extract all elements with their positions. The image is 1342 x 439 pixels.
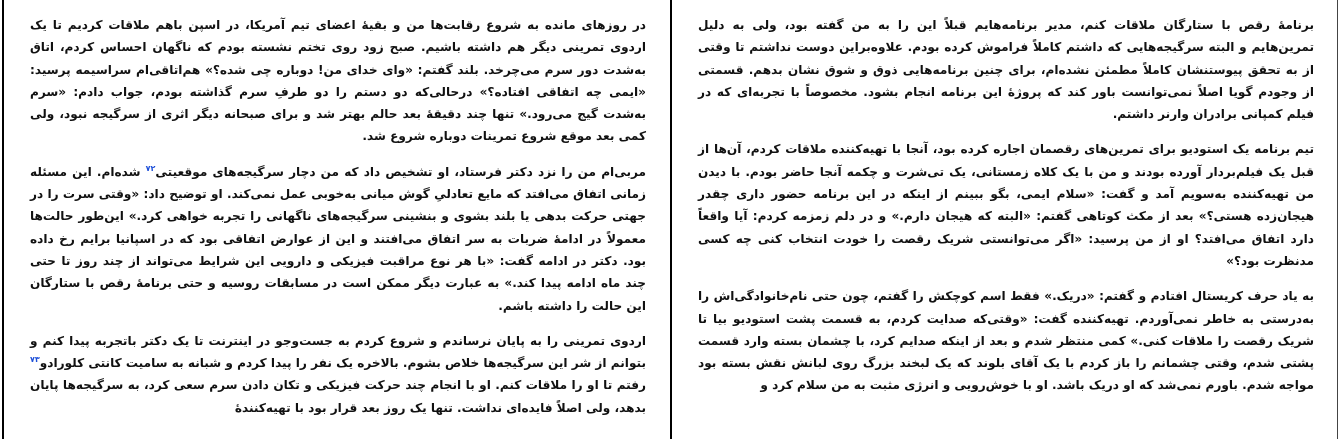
left-page [8, 0, 668, 439]
paragraph-text: مربی‌ام من را نزد دکتر فرستاد، او تشخیص داد که من دچار سرگیجه‌های موقعیتی [155, 164, 646, 179]
paragraph-text: رفتم تا او را ملاقات کنم. او با انجام چند حرکت فیزیکی و تکان دادن سرم سعی کرد، به سرگیجه‌ها پایان بدهد، ولی اصلاً فایده‌ای نداشت. تنها یک روز بعد قرار بود با تهیه‌کنندهٔ [30, 378, 646, 415]
page-divider-line [670, 0, 672, 439]
paragraph [30, 161, 646, 317]
right-page [676, 0, 1336, 439]
footnote-marker[interactable]: ۷۳ [30, 355, 40, 365]
paragraph: برنامهٔ رقص با ستارگان ملاقات کنم، مدیر برنامه‌هایم قبلاً این را به من گفته بود، ولی به دلیل تمرین‌هایم و البته سرگیجه‌هایی که داشتم کاملاً فراموش کرده بودم. علاوه‌براین دوست نداشتم تا وقتی از به تحقق پیوستنشان کاملاً مطمئن نشده‌ام، برای چنین برنامه‌هایی ذوق و شوق نشان بدهم. قسمتی از وجودم گویا اصلاً نمی‌توانست باور کند که پروژهٔ این برنامه انجام بشود. مخصوصاً با تجربه‌ای که در فیلم کمپانی برادران وارنر داشتم. [698, 18, 1314, 122]
paragraph-text: شده‌ام. این مسئله زمانی اتفاق می‌افتد که مایع تعادلیِ گوش میانی به‌خوبی عمل نمی‌کند. او توضیح داد: «وقتی سرت را در جهتی حرکت بدهی یا بلند بشوی و بنشینی سرگیجه‌های ناگهانی را تجربه خواهی کرد.» این‌طور حالت‌ها معمولاً در ادامهٔ ضربات به سر اتفاق می‌افتند و این از عوارض اتفاقی بود که در اسپانیا برایم رخ داده بود. دکتر در ادامه گفت: «با هر نوع مراقبت فیزیکی و دارویی این شرایط می‌تواند از چند روز تا حتی چند ماه ادامه پیدا کند.» به عبارت دیگر ممکن است در مسابقات روسیه و حتی برنامهٔ رقص با ستارگان این حالت را داشته باشم. [30, 164, 646, 313]
left-border-line [2, 0, 4, 439]
right-border-line [1337, 0, 1338, 439]
footnote-marker[interactable]: ۷۲ [145, 163, 156, 173]
paragraph: در روزهای مانده به شروع رقابت‌ها من و بقیهٔ اعضای تیم آمریکا، در اسپن باهم ملاقات کردیم تا یک اردوی تمرینی دیگر هم داشته باشیم. صبح زود روی تختم نشسته بودم که ناگهان احساس کردم، اتاق به‌شدت دور سرم می‌چرخد. بلند گفتم: «وای خدای من! دوباره چی شده؟» هم‌اتاقی‌ام سراسیمه پرسید: «ایمی چه اتفاقی افتاده؟» درحالی‌که دو دستم را دو طرفِ سرم گذاشته بودم، جواب دادم: «سرم به‌شدت گیج می‌رود.» تنها چند دقیقهٔ بعد حالم بهتر شد و برای صبحانه دیگر اثری از سرگیجه نبود، ولی کمی بعد موقع شروع تمرینات دوباره شروع شد. [30, 18, 646, 144]
paragraph-text: اردوی تمرینی را به پایان نرساندم و شروع کردم به جست‌وجو در اینترنت تا یک دکتر باتجربه پیدا کنم و بتوانم از شر این سرگیجه‌ها خلاص بشوم. بالاخره یک نفر را پیدا کردم و شبانه به سامیت کانتی کلورادو [30, 333, 646, 371]
paragraph [30, 330, 646, 419]
paragraph: تیم برنامه یک استودیو برای تمرین‌های رقصمان اجاره کرده بود، آنجا با تهیه‌کننده ملاقات کردم، آن‌ها از قبل یک فیلم‌بردار آورده بودند و من با یک کلاه زمستانی، یک تی‌شرت و چکمه آنجا حاضر بودم. با دیدن من تهیه‌کننده به‌سویم آمد و گفت: «سلام ایمی، بگو ببینم از اینکه در این برنامه حضور داری چقدر هیجان‌زده هستی؟» بعد از مکث کوتاهی گفتم: «البته که هیجان دارم.» و در دلم زمزمه کردم: آیا واقعاً دارد اتفاق می‌افتد؟ او از من پرسید: «اگر می‌توانستی شریک رقصت را خودت انتخاب کنی چه کسی مدنظرت بود؟» [698, 142, 1314, 268]
paragraph: به یاد حرف کریستال افتادم و گفتم: «دریک.» فقط اسم کوچکش را گفتم، چون حتی نام‌خانوادگی‌اش را به‌درستی به خاطر نمی‌آوردم. تهیه‌کننده گفت: «وقتی‌که صدایت کردم، به قسمت پشت استودیو بیا تا شریک رقصت را ملاقات کنی.» کمی منتظر شدم و بعد از اینکه صدایم کرد، با چشمان بسته وارد قسمت پشتی شدم، وقتی چشمانم را باز کردم با یک آقای بلوند که یک لبخند بزرگ روی لبانش نقش بسته بود مواجه شدم. باورم نمی‌شد که او دریک باشد. او با خوش‌رویی و انرژی مثبت به من سلام کرد و [698, 289, 1314, 393]
